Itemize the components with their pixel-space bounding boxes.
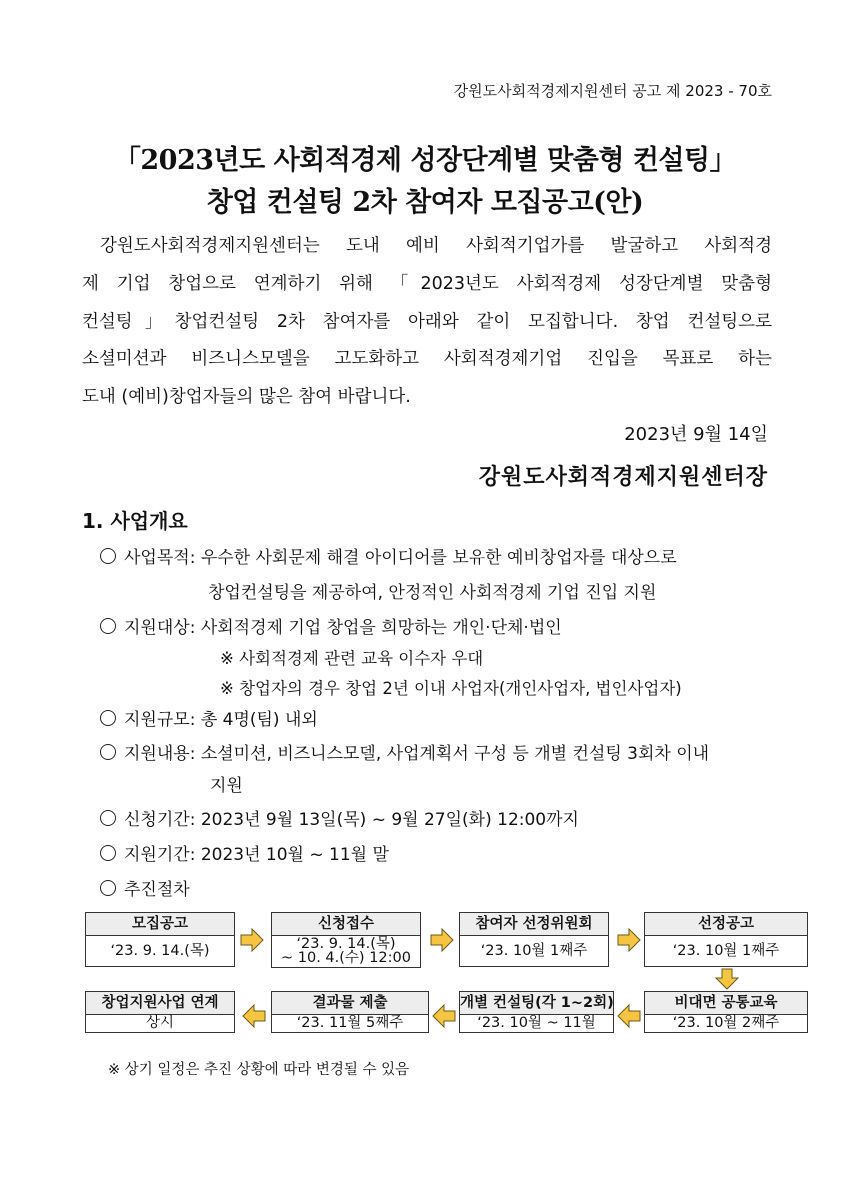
item-target <box>100 613 562 638</box>
item-text: 지원대상: 사회적경제 기업 창업을 희망하는 개인·단체·법인 <box>124 618 562 638</box>
circle-bullet-icon <box>100 880 116 896</box>
flow-step-individual-consulting <box>459 991 614 1033</box>
flow-step-date: ‘23. 10월 1째주 <box>672 943 780 959</box>
item-purpose <box>100 543 677 568</box>
item-procedure <box>100 875 190 900</box>
item-text: 사업목적: 우수한 사회문제 해결 아이디어를 보유한 예비창업자를 대상으로 <box>124 548 677 568</box>
flow-step-online-education <box>644 991 808 1033</box>
item-content-cont: 지원 <box>210 776 243 796</box>
flow-step-title: 창업지원사업 연계 <box>86 992 234 1015</box>
intro-line: 강원도사회적경제지원센터는 도내 예비 사회적기업가를 발굴하고 사회적경 <box>100 236 772 256</box>
item-text: 신청기간: 2023년 9월 13일(목) ~ 9월 27일(화) 12:00까지 <box>124 810 579 830</box>
flow-step-date <box>272 936 420 967</box>
arrow-right-icon <box>240 928 264 952</box>
circle-bullet-icon <box>100 810 116 826</box>
flow-step-title: 참여자 선정위원회 <box>460 913 608 936</box>
circle-bullet-icon <box>100 845 116 861</box>
circle-bullet-icon <box>100 710 116 726</box>
intro-line: 컨설팅」창업컨설팅 2차 참여자를 아래와 같이 모집합니다. 창업 컨설팅으로 <box>82 311 772 332</box>
schedule-footnote: ※ 상기 일정은 추진 상황에 따라 변경될 수 있음 <box>108 1062 410 1078</box>
item-target-note-1: ※ 사회적경제 관련 교육 이수자 우대 <box>220 649 484 668</box>
circle-bullet-icon <box>100 548 116 564</box>
flow-step-title: 신청접수 <box>272 913 420 936</box>
circle-bullet-icon <box>100 744 116 760</box>
item-content <box>100 739 709 764</box>
item-text: 지원내용: 소셜미션, 비즈니스모델, 사업계획서 구성 등 개별 컨설팅 3회차 이내 <box>124 744 710 764</box>
flow-step-selection-committee <box>459 912 609 967</box>
circle-bullet-icon <box>100 618 116 634</box>
arrow-right-icon <box>430 928 454 952</box>
item-purpose-cont: 창업컨설팅을 제공하여, 안정적인 사회적경제 기업 진입 지원 <box>208 583 657 603</box>
title-line-2: 창업 컨설팅 2차 참여자 모집공고(안) <box>206 187 644 218</box>
item-text: 지원규모: 총 4명(팀) 내외 <box>124 710 318 730</box>
flow-step-startup-link <box>85 991 235 1033</box>
arrow-left-icon <box>432 1004 456 1028</box>
item-apply-period <box>100 805 579 830</box>
section-heading: 1. 사업개요 <box>82 509 188 533</box>
flow-step-date: ‘23. 10월 1째주 <box>480 943 588 959</box>
flow-step-date: ‘23. 9. 14.(목) <box>110 943 210 959</box>
notice-number: 강원도사회적경제지원센터 공고 제 2023 - 70호 <box>453 82 772 100</box>
item-text: 추진절차 <box>124 880 190 900</box>
arrow-left-icon <box>242 1004 266 1028</box>
announcement-date: 2023년 9월 14일 <box>624 424 768 445</box>
flow-step-date: ‘23. 10월 ~ 11월 <box>477 1015 596 1031</box>
arrow-right-icon <box>617 928 641 952</box>
flow-step-title: 결과물 제출 <box>272 992 428 1015</box>
flow-step-date: ‘23. 11월 5째주 <box>296 1015 404 1031</box>
flow-step-selection-notice <box>644 912 808 967</box>
intro-line: 도내 (예비)창업자들의 많은 참여 바랍니다. <box>82 387 411 408</box>
arrow-down-icon <box>715 968 739 990</box>
flow-step-date-line: ~ 10. 4.(수) 12:00 <box>281 950 411 966</box>
arrow-left-icon <box>617 1004 641 1028</box>
flow-step-date: 상시 <box>145 1015 174 1031</box>
flow-step-title: 모집공고 <box>86 913 234 936</box>
title-line-1: 「2023년도 사회적경제 성장단계별 맞춤형 컨설팅」 <box>113 145 737 176</box>
flow-step-title: 개별 컨설팅(각 1~2회) <box>460 992 613 1015</box>
item-target-note-2: ※ 창업자의 경우 창업 2년 이내 사업자(개인사업자, 법인사업자) <box>220 679 682 698</box>
intro-line: 소셜미션과 비즈니스모델을 고도화하고 사회적경제기업 진입을 목표로 하는 <box>82 349 772 370</box>
flow-step-application <box>271 912 421 968</box>
item-support-period <box>100 840 389 865</box>
flow-step-title: 비대면 공통교육 <box>645 992 807 1015</box>
item-scale <box>100 705 318 730</box>
intro-line: 제 기업 창업으로 연계하기 위해 「2023년도 사회적경제 성장단계별 맞춤형 <box>82 273 772 294</box>
item-text: 지원기간: 2023년 10월 ~ 11월 말 <box>124 845 389 865</box>
flow-step-result-submission <box>271 991 429 1033</box>
flow-step-recruit-notice <box>85 912 235 967</box>
flow-step-date: ‘23. 10월 2째주 <box>672 1015 780 1031</box>
flow-step-title: 선정공고 <box>645 913 807 936</box>
intro-paragraph <box>82 228 772 417</box>
organization-signature: 강원도사회적경제지원센터장 <box>478 464 768 490</box>
flow-step-date-line: ‘23. 9. 14.(목) <box>296 936 396 952</box>
